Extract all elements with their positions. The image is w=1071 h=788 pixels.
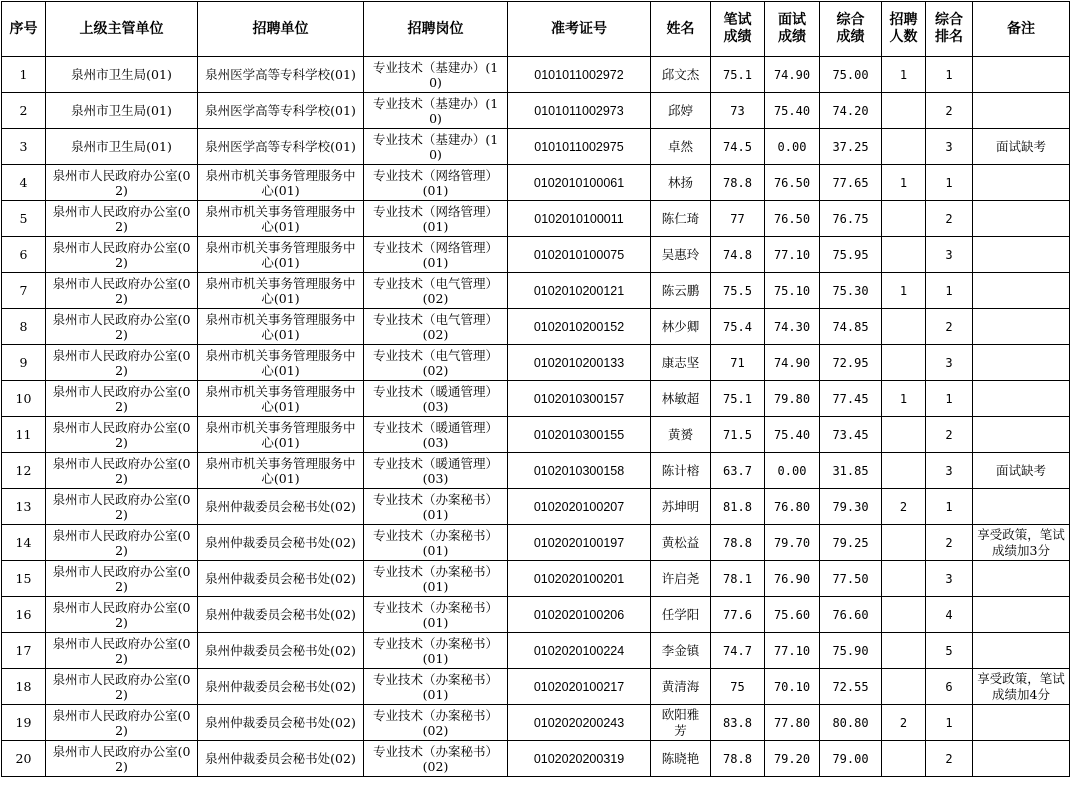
cell-written: 63.7: [711, 453, 765, 489]
cell-ticket: 0102010300157: [508, 381, 651, 417]
cell-ticket: 0102010100011: [508, 201, 651, 237]
cell-written: 74.8: [711, 237, 765, 273]
table-row: [2, 561, 1070, 597]
cell-total: 76.60: [820, 597, 882, 633]
cell-interview: 74.90: [765, 57, 820, 93]
cell-ticket: 0102020100197: [508, 525, 651, 561]
cell-parent: 泉州市人民政府办公室(02): [46, 273, 198, 309]
header-parent: 上级主管单位: [46, 2, 198, 57]
header-post: 招聘岗位: [364, 2, 508, 57]
cell-post: 专业技术（电气管理）(02): [364, 345, 508, 381]
cell-remark: [973, 57, 1070, 93]
cell-parent: 泉州市人民政府办公室(02): [46, 597, 198, 633]
header-total: 综合成绩: [820, 2, 882, 57]
cell-remark: [973, 597, 1070, 633]
cell-interview: 75.40: [765, 417, 820, 453]
cell-name: 林扬: [651, 165, 711, 201]
cell-post: 专业技术（网络管理）(01): [364, 165, 508, 201]
cell-name: 黄清海: [651, 669, 711, 705]
table-row: [2, 525, 1070, 561]
cell-post: 专业技术（基建办）(10): [364, 129, 508, 165]
table-row: [2, 741, 1070, 777]
header-quota: 招聘人数: [882, 2, 926, 57]
cell-remark: 面试缺考: [973, 129, 1070, 165]
cell-total: 73.45: [820, 417, 882, 453]
table-row: [2, 237, 1070, 273]
cell-ticket: 0102010200133: [508, 345, 651, 381]
cell-unit: 泉州医学高等专科学校(01): [198, 93, 364, 129]
cell-post: 专业技术（电气管理）(02): [364, 309, 508, 345]
cell-written: 74.7: [711, 633, 765, 669]
cell-total: 76.75: [820, 201, 882, 237]
cell-ticket: 0101011002973: [508, 93, 651, 129]
cell-remark: [973, 381, 1070, 417]
cell-ticket: 0102020100224: [508, 633, 651, 669]
cell-total: 80.80: [820, 705, 882, 741]
cell-name: 李金镇: [651, 633, 711, 669]
cell-rank: 4: [926, 597, 973, 633]
cell-name: 欧阳雅芳: [651, 705, 711, 741]
cell-total: 77.65: [820, 165, 882, 201]
cell-written: 78.8: [711, 741, 765, 777]
cell-unit: 泉州市机关事务管理服务中心(01): [198, 453, 364, 489]
cell-remark: [973, 345, 1070, 381]
cell-seq: 14: [2, 525, 46, 561]
cell-quota: [882, 93, 926, 129]
cell-total: 74.85: [820, 309, 882, 345]
cell-rank: 2: [926, 741, 973, 777]
cell-rank: 2: [926, 93, 973, 129]
cell-remark: 享受政策，笔试成绩加3分: [973, 525, 1070, 561]
cell-name: 黄赟: [651, 417, 711, 453]
cell-ticket: 0102020100217: [508, 669, 651, 705]
cell-rank: 2: [926, 417, 973, 453]
cell-remark: [973, 741, 1070, 777]
cell-total: 75.00: [820, 57, 882, 93]
cell-unit: 泉州仲裁委员会秘书处(02): [198, 633, 364, 669]
cell-total: 79.25: [820, 525, 882, 561]
cell-rank: 3: [926, 345, 973, 381]
cell-name: 林敏超: [651, 381, 711, 417]
cell-interview: 77.10: [765, 237, 820, 273]
table-row: [2, 93, 1070, 129]
table-row: [2, 309, 1070, 345]
cell-quota: [882, 345, 926, 381]
cell-unit: 泉州医学高等专科学校(01): [198, 129, 364, 165]
cell-parent: 泉州市人民政府办公室(02): [46, 525, 198, 561]
cell-remark: [973, 309, 1070, 345]
header-ticket: 准考证号: [508, 2, 651, 57]
cell-parent: 泉州市人民政府办公室(02): [46, 309, 198, 345]
cell-quota: [882, 309, 926, 345]
cell-unit: 泉州仲裁委员会秘书处(02): [198, 705, 364, 741]
cell-written: 77: [711, 201, 765, 237]
cell-written: 74.5: [711, 129, 765, 165]
cell-parent: 泉州市人民政府办公室(02): [46, 633, 198, 669]
cell-remark: 享受政策，笔试成绩加4分: [973, 669, 1070, 705]
cell-written: 78.8: [711, 165, 765, 201]
cell-rank: 1: [926, 273, 973, 309]
cell-unit: 泉州仲裁委员会秘书处(02): [198, 489, 364, 525]
cell-written: 75.5: [711, 273, 765, 309]
table-row: [2, 417, 1070, 453]
cell-quota: 2: [882, 705, 926, 741]
cell-parent: 泉州市卫生局(01): [46, 57, 198, 93]
cell-quota: 1: [882, 273, 926, 309]
cell-unit: 泉州市机关事务管理服务中心(01): [198, 237, 364, 273]
cell-name: 林少卿: [651, 309, 711, 345]
cell-name: 康志坚: [651, 345, 711, 381]
cell-written: 78.8: [711, 525, 765, 561]
cell-ticket: 0102020200319: [508, 741, 651, 777]
cell-ticket: 0102010200152: [508, 309, 651, 345]
cell-post: 专业技术（办案秘书）(01): [364, 597, 508, 633]
cell-unit: 泉州市机关事务管理服务中心(01): [198, 201, 364, 237]
cell-seq: 10: [2, 381, 46, 417]
cell-remark: [973, 93, 1070, 129]
cell-ticket: 0102020200243: [508, 705, 651, 741]
header-rank: 综合排名: [926, 2, 973, 57]
cell-quota: [882, 741, 926, 777]
cell-seq: 18: [2, 669, 46, 705]
cell-seq: 17: [2, 633, 46, 669]
table-row: [2, 705, 1070, 741]
cell-unit: 泉州仲裁委员会秘书处(02): [198, 741, 364, 777]
cell-ticket: 0102010300155: [508, 417, 651, 453]
cell-ticket: 0101011002972: [508, 57, 651, 93]
cell-name: 许启尧: [651, 561, 711, 597]
table-row: [2, 453, 1070, 489]
cell-remark: [973, 165, 1070, 201]
cell-parent: 泉州市人民政府办公室(02): [46, 417, 198, 453]
cell-seq: 5: [2, 201, 46, 237]
cell-seq: 7: [2, 273, 46, 309]
header-unit: 招聘单位: [198, 2, 364, 57]
cell-seq: 3: [2, 129, 46, 165]
cell-written: 71: [711, 345, 765, 381]
cell-total: 79.00: [820, 741, 882, 777]
cell-total: 75.95: [820, 237, 882, 273]
cell-rank: 3: [926, 237, 973, 273]
cell-parent: 泉州市人民政府办公室(02): [46, 561, 198, 597]
cell-unit: 泉州市机关事务管理服务中心(01): [198, 165, 364, 201]
cell-quota: [882, 597, 926, 633]
cell-unit: 泉州仲裁委员会秘书处(02): [198, 561, 364, 597]
cell-unit: 泉州仲裁委员会秘书处(02): [198, 597, 364, 633]
table-row: [2, 129, 1070, 165]
table-body: [2, 57, 1070, 777]
cell-post: 专业技术（暖通管理）(03): [364, 417, 508, 453]
cell-unit: 泉州市机关事务管理服务中心(01): [198, 417, 364, 453]
cell-interview: 77.10: [765, 633, 820, 669]
cell-interview: 79.80: [765, 381, 820, 417]
cell-rank: 1: [926, 57, 973, 93]
cell-interview: 76.90: [765, 561, 820, 597]
cell-ticket: 0102010300158: [508, 453, 651, 489]
cell-ticket: 0102010200121: [508, 273, 651, 309]
cell-name: 黄松益: [651, 525, 711, 561]
cell-name: 邱文杰: [651, 57, 711, 93]
cell-interview: 76.80: [765, 489, 820, 525]
cell-quota: [882, 633, 926, 669]
cell-ticket: 0102010100075: [508, 237, 651, 273]
header-written: 笔试成绩: [711, 2, 765, 57]
cell-quota: [882, 669, 926, 705]
cell-seq: 1: [2, 57, 46, 93]
cell-rank: 1: [926, 165, 973, 201]
cell-post: 专业技术（办案秘书）(01): [364, 561, 508, 597]
cell-total: 72.95: [820, 345, 882, 381]
cell-quota: [882, 525, 926, 561]
cell-interview: 75.10: [765, 273, 820, 309]
cell-parent: 泉州市人民政府办公室(02): [46, 741, 198, 777]
cell-parent: 泉州市人民政府办公室(02): [46, 345, 198, 381]
cell-interview: 75.40: [765, 93, 820, 129]
cell-post: 专业技术（基建办）(10): [364, 57, 508, 93]
cell-total: 77.45: [820, 381, 882, 417]
cell-unit: 泉州市机关事务管理服务中心(01): [198, 309, 364, 345]
cell-unit: 泉州市机关事务管理服务中心(01): [198, 345, 364, 381]
cell-total: 75.90: [820, 633, 882, 669]
cell-parent: 泉州市人民政府办公室(02): [46, 381, 198, 417]
cell-total: 31.85: [820, 453, 882, 489]
table-row: [2, 165, 1070, 201]
cell-interview: 79.70: [765, 525, 820, 561]
cell-quota: [882, 561, 926, 597]
cell-post: 专业技术（办案秘书）(02): [364, 705, 508, 741]
cell-written: 75: [711, 669, 765, 705]
cell-post: 专业技术（网络管理）(01): [364, 237, 508, 273]
cell-remark: 面试缺考: [973, 453, 1070, 489]
cell-post: 专业技术（网络管理）(01): [364, 201, 508, 237]
cell-parent: 泉州市人民政府办公室(02): [46, 165, 198, 201]
results-table: [1, 1, 1070, 777]
cell-parent: 泉州市卫生局(01): [46, 129, 198, 165]
cell-post: 专业技术（办案秘书）(01): [364, 489, 508, 525]
cell-written: 73: [711, 93, 765, 129]
cell-rank: 3: [926, 453, 973, 489]
header-row: [2, 2, 1070, 57]
cell-post: 专业技术（基建办）(10): [364, 93, 508, 129]
cell-remark: [973, 705, 1070, 741]
cell-post: 专业技术（暖通管理）(03): [364, 453, 508, 489]
table-row: [2, 345, 1070, 381]
cell-name: 陈云鹏: [651, 273, 711, 309]
cell-quota: 1: [882, 165, 926, 201]
cell-unit: 泉州市机关事务管理服务中心(01): [198, 381, 364, 417]
cell-seq: 16: [2, 597, 46, 633]
cell-quota: [882, 417, 926, 453]
cell-quota: [882, 129, 926, 165]
cell-name: 陈计榕: [651, 453, 711, 489]
cell-seq: 13: [2, 489, 46, 525]
cell-total: 75.30: [820, 273, 882, 309]
cell-interview: 76.50: [765, 165, 820, 201]
cell-rank: 2: [926, 525, 973, 561]
cell-unit: 泉州仲裁委员会秘书处(02): [198, 525, 364, 561]
cell-interview: 0.00: [765, 129, 820, 165]
cell-post: 专业技术（办案秘书）(01): [364, 525, 508, 561]
cell-parent: 泉州市人民政府办公室(02): [46, 489, 198, 525]
cell-seq: 11: [2, 417, 46, 453]
cell-total: 74.20: [820, 93, 882, 129]
cell-rank: 6: [926, 669, 973, 705]
cell-parent: 泉州市人民政府办公室(02): [46, 201, 198, 237]
cell-name: 邱婷: [651, 93, 711, 129]
cell-parent: 泉州市人民政府办公室(02): [46, 453, 198, 489]
cell-interview: 77.80: [765, 705, 820, 741]
cell-post: 专业技术（办案秘书）(02): [364, 741, 508, 777]
cell-unit: 泉州医学高等专科学校(01): [198, 57, 364, 93]
table-row: [2, 381, 1070, 417]
cell-seq: 6: [2, 237, 46, 273]
cell-name: 苏坤明: [651, 489, 711, 525]
cell-written: 75.1: [711, 381, 765, 417]
cell-quota: 2: [882, 489, 926, 525]
cell-quota: 1: [882, 57, 926, 93]
cell-rank: 1: [926, 381, 973, 417]
cell-rank: 3: [926, 561, 973, 597]
cell-rank: 3: [926, 129, 973, 165]
cell-total: 37.25: [820, 129, 882, 165]
cell-ticket: 0102010100061: [508, 165, 651, 201]
cell-interview: 75.60: [765, 597, 820, 633]
cell-written: 75.4: [711, 309, 765, 345]
cell-remark: [973, 273, 1070, 309]
cell-total: 77.50: [820, 561, 882, 597]
table-row: [2, 597, 1070, 633]
header-name: 姓名: [651, 2, 711, 57]
header-seq: 序号: [2, 2, 46, 57]
cell-interview: 74.30: [765, 309, 820, 345]
cell-seq: 4: [2, 165, 46, 201]
cell-unit: 泉州市机关事务管理服务中心(01): [198, 273, 364, 309]
cell-parent: 泉州市人民政府办公室(02): [46, 669, 198, 705]
cell-total: 72.55: [820, 669, 882, 705]
cell-rank: 2: [926, 201, 973, 237]
cell-rank: 1: [926, 489, 973, 525]
cell-interview: 0.00: [765, 453, 820, 489]
header-interview: 面试成绩: [765, 2, 820, 57]
cell-rank: 5: [926, 633, 973, 669]
cell-remark: [973, 417, 1070, 453]
cell-name: 陈晓艳: [651, 741, 711, 777]
cell-seq: 12: [2, 453, 46, 489]
cell-quota: [882, 237, 926, 273]
cell-seq: 9: [2, 345, 46, 381]
cell-unit: 泉州仲裁委员会秘书处(02): [198, 669, 364, 705]
cell-interview: 74.90: [765, 345, 820, 381]
cell-remark: [973, 201, 1070, 237]
cell-total: 79.30: [820, 489, 882, 525]
cell-written: 77.6: [711, 597, 765, 633]
cell-ticket: 0102020100201: [508, 561, 651, 597]
cell-ticket: 0102020100207: [508, 489, 651, 525]
cell-remark: [973, 633, 1070, 669]
table-row: [2, 57, 1070, 93]
cell-seq: 2: [2, 93, 46, 129]
cell-post: 专业技术（办案秘书）(01): [364, 633, 508, 669]
cell-quota: [882, 201, 926, 237]
cell-post: 专业技术（电气管理）(02): [364, 273, 508, 309]
cell-name: 任学阳: [651, 597, 711, 633]
cell-remark: [973, 561, 1070, 597]
table-row: [2, 273, 1070, 309]
cell-ticket: 0102020100206: [508, 597, 651, 633]
cell-interview: 79.20: [765, 741, 820, 777]
cell-rank: 2: [926, 309, 973, 345]
cell-remark: [973, 237, 1070, 273]
cell-name: 卓然: [651, 129, 711, 165]
cell-parent: 泉州市卫生局(01): [46, 93, 198, 129]
header-remark: 备注: [973, 2, 1070, 57]
cell-seq: 15: [2, 561, 46, 597]
cell-post: 专业技术（办案秘书）(01): [364, 669, 508, 705]
cell-parent: 泉州市人民政府办公室(02): [46, 237, 198, 273]
cell-rank: 1: [926, 705, 973, 741]
cell-interview: 70.10: [765, 669, 820, 705]
cell-parent: 泉州市人民政府办公室(02): [46, 705, 198, 741]
cell-interview: 76.50: [765, 201, 820, 237]
table-row: [2, 201, 1070, 237]
table-row: [2, 633, 1070, 669]
cell-quota: [882, 453, 926, 489]
cell-seq: 20: [2, 741, 46, 777]
cell-written: 71.5: [711, 417, 765, 453]
table-row: [2, 489, 1070, 525]
cell-ticket: 0101011002975: [508, 129, 651, 165]
cell-name: 陈仁琦: [651, 201, 711, 237]
cell-written: 83.8: [711, 705, 765, 741]
cell-written: 78.1: [711, 561, 765, 597]
cell-written: 81.8: [711, 489, 765, 525]
table-row: [2, 669, 1070, 705]
cell-seq: 8: [2, 309, 46, 345]
cell-remark: [973, 489, 1070, 525]
cell-written: 75.1: [711, 57, 765, 93]
cell-quota: 1: [882, 381, 926, 417]
cell-name: 吴惠玲: [651, 237, 711, 273]
cell-post: 专业技术（暖通管理）(03): [364, 381, 508, 417]
cell-seq: 19: [2, 705, 46, 741]
